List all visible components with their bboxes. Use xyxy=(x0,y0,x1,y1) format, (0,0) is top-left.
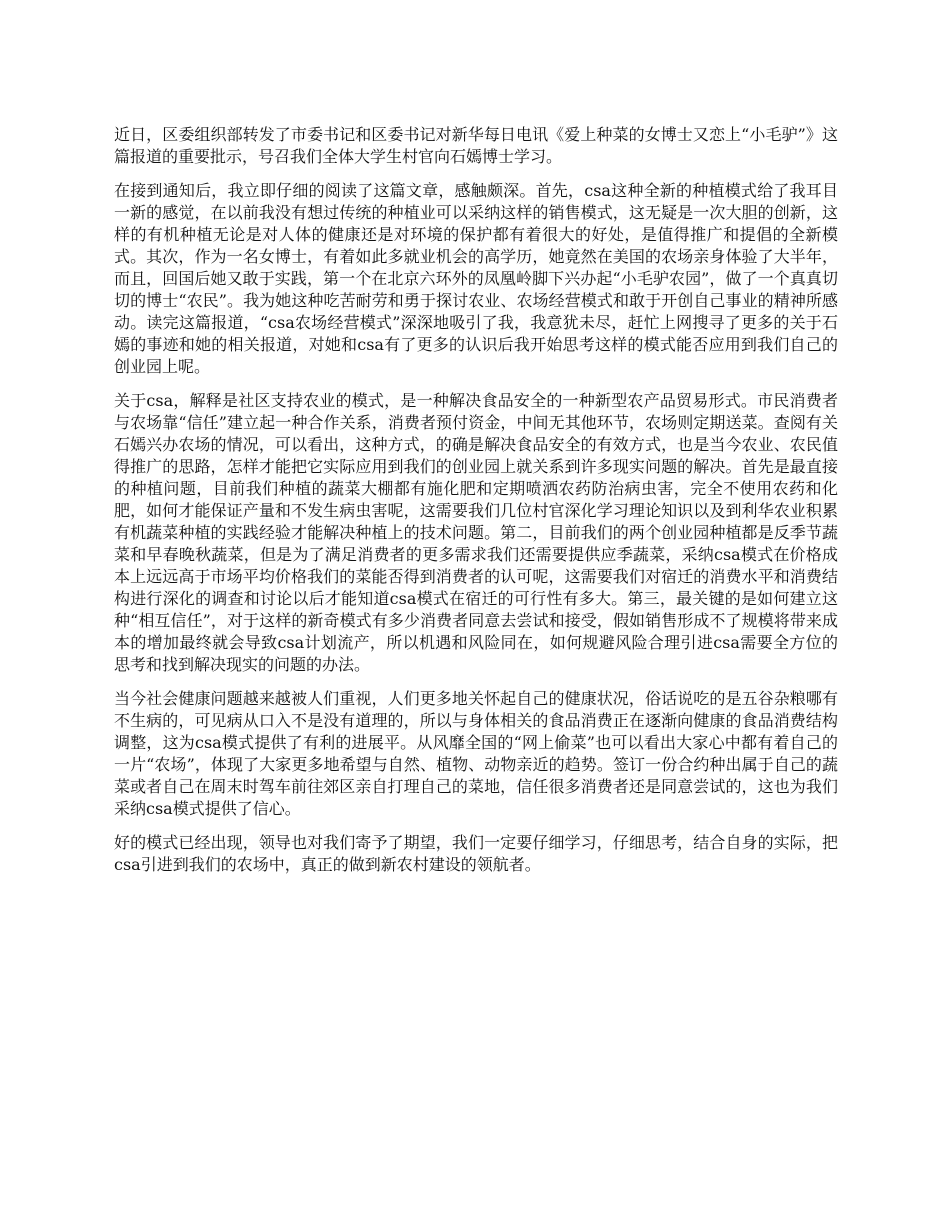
paragraph-5: 好的模式已经出现，领导也对我们寄予了期望，我们一定要仔细学习，仔细思考，结合自身的实际，把csa引进到我们的农场中，真正的做到新农村建设的领航者。 xyxy=(114,833,838,874)
document-page xyxy=(114,124,838,888)
paragraph-4: 当今社会健康问题越来越被人们重视，人们更多地关怀起自己的健康状况，俗话说吃的是五谷杂粮哪有不生病的，可见病从口入不是没有道理的，所以与身体相关的食品消费正在逐渐向健康的食品消费结构调整，这为csa模式提供了有利的进展平。从风靡全国的“网上偷菜”也可以看出大家心中都有着自己的一片“农场”，体现了大家更多地希望与自然、植物、动物亲近的趋势。签订一份合约种出属于自己的蔬菜或者自己在周末时驾车前往郊区亲自打理自己的菜地，信任很多消费者还是同意尝试的，这也为我们采纳csa模式提供了信心。 xyxy=(114,689,838,818)
paragraph-3: 关于csa，解释是社区支持农业的模式，是一种解决食品安全的一种新型农产品贸易形式。市民消费者与农场靠“信任”建立起一种合作关系，消费者预付资金，中间无其他环节，农场则定期送菜。查阅有关石嫣兴办农场的情况，可以看出，这种方式，的确是解决食品安全的有效方式，也是当今农业、农民值得推广的思路，怎样才能把它实际应用到我们的创业园上就关系到许多现实问题的解决。首先是最直接的种植问题，目前我们种植的蔬菜大棚都有施化肥和定期喷洒农药防治病虫害，完全不使用农药和化肥，如何才能保证产量和不发生病虫害呢，这需要我们几位村官深化学习理论知识以及到利华农业积累有机蔬菜种植的实践经验才能解决种植上的技术问题。第二，目前我们的两个创业园种植都是反季节蔬菜和早春晚秋蔬菜，但是为了满足消费者的更多需求我们还需要提供应季蔬菜，采纳csa模式在价格成本上远远高于市场平均价格我们的菜能否得到消费者的认可呢，这需要我们对宿迁的消费水平和消费结构进行深化的调查和讨论以后才能知道csa模式在宿迁的可行性有多大。第三，最关键的是如何建立这种“相互信任”，对于这样的新奇模式有多少消费者同意去尝试和接受，假如销售形成不了规模将带来成本的增加最终就会导致csa计划流产，所以机遇和风险同在，如何规避风险合理引进csa需要全方位的思考和找到解决现实的问题的办法。 xyxy=(114,391,838,674)
paragraph-1: 近日，区委组织部转发了市委书记和区委书记对新华每日电讯《爱上种菜的女博士又恋上“小毛驴”》这篇报道的重要批示，号召我们全体大学生村官向石嫣博士学习。 xyxy=(114,125,838,166)
paragraph-2: 在接到通知后，我立即仔细的阅读了这篇文章，感触颇深。首先，csa这种全新的种植模式给了我耳目一新的感觉，在以前我没有想过传统的种植业可以采纳这样的销售模式，这无疑是一次大胆的创新，这样的有机种植无论是对人体的健康还是对环境的保护都有着很大的好处，是值得推广和提倡的全新模式。其次，作为一名女博士，有着如此多就业机会的高学历，她竟然在美国的农场亲身体验了大半年，而且，回国后她又敢于实践，第一个在北京六环外的凤凰岭脚下兴办起“小毛驴农园”，做了一个真真切切的博士“农民”。我为她这种吃苦耐劳和勇于探讨农业、农场经营模式和敢于开创自己事业的精神所感动。读完这篇报道，“csa农场经营模式”深深地吸引了我，我意犹未尽，赶忙上网搜寻了更多的关于石嫣的事迹和她的相关报道，对她和csa有了更多的认识后我开始思考这样的模式能否应用到我们自己的创业园上呢。 xyxy=(114,181,838,376)
